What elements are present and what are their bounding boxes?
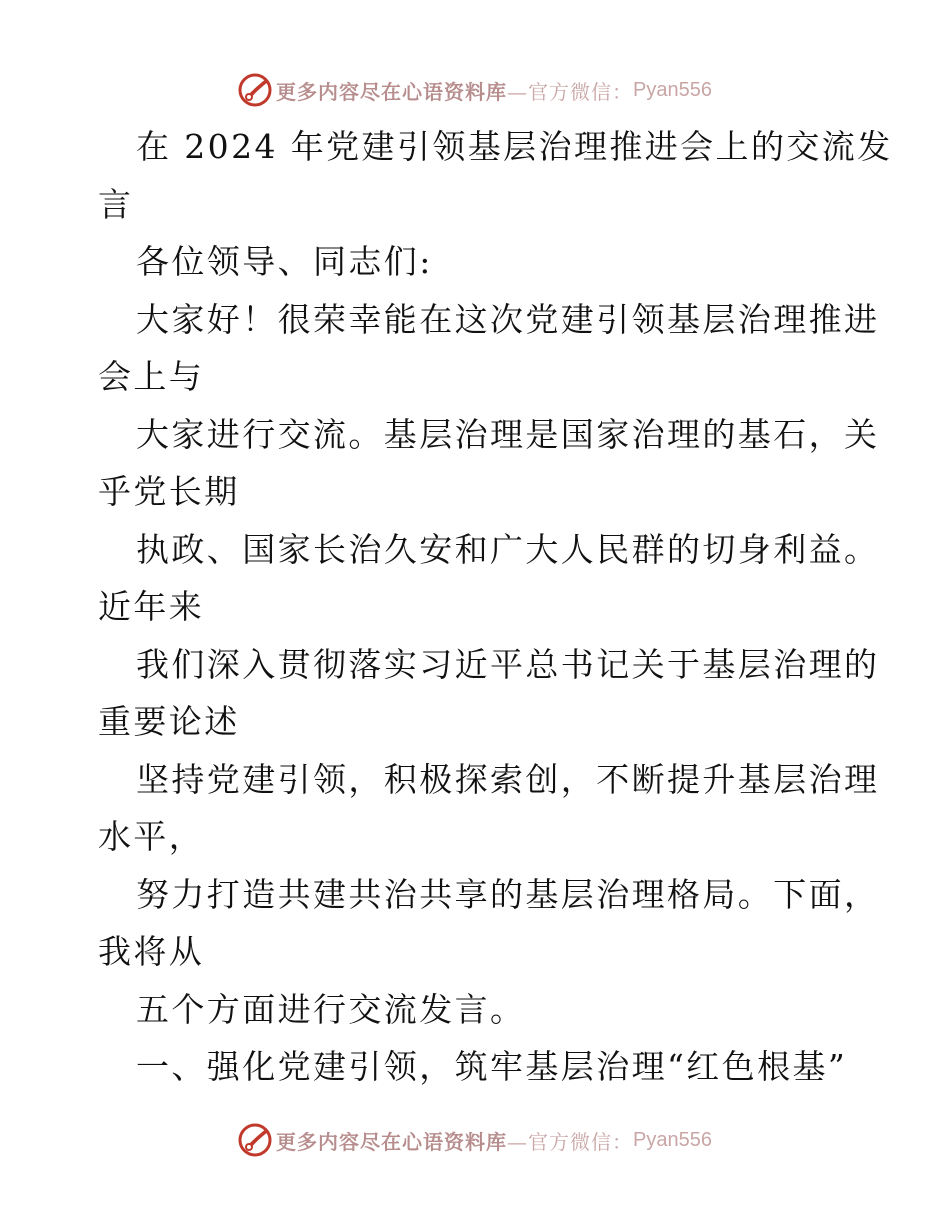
brush-logo-icon	[238, 1123, 272, 1157]
document-line: 在 2024 年党建引领基层治理推进会上的交流发	[136, 127, 893, 166]
document-line: 我们深入贯彻落实习近平总书记关于基层治理的	[136, 644, 880, 684]
document-line: 大家好！很荣幸能在这次党建引领基层治理推进	[136, 299, 880, 339]
document-line: 执政、国家长治久安和广大人民群的切身利益。	[136, 529, 880, 569]
brush-logo-icon	[238, 73, 272, 107]
document-line: 会上与	[98, 357, 205, 396]
document-line: 重要论述	[98, 702, 240, 741]
banner-site-text: 更多内容尽在心语资料库—官方微信：	[276, 1129, 634, 1154]
document-line: 五个方面进行交流发言。	[136, 989, 526, 1029]
document-line: 我将从	[98, 932, 205, 971]
footer-banner	[0, 1120, 950, 1160]
document-line: 大家进行交流。基层治理是国家治理的基石，关	[136, 414, 880, 454]
document-body	[98, 118, 893, 1096]
header-banner	[0, 70, 950, 110]
document-line: 言	[98, 184, 134, 224]
document-line: 乎党长期	[98, 472, 240, 511]
banner-handle: Pyan556	[633, 78, 712, 101]
document-line: 努力打造共建共治共享的基层治理格局。下面，	[136, 874, 880, 914]
banner-site-text: 更多内容尽在心语资料库—官方微信：	[276, 79, 634, 104]
document-line: 近年来	[98, 587, 205, 626]
document-line: 水平，	[98, 817, 205, 856]
document-line: 坚持党建引领，积极探索创，不断提升基层治理	[136, 759, 880, 799]
document-line: 各位领导、同志们:	[136, 242, 433, 281]
document-line: 一、强化党建引领，筑牢基层治理“红色根基”	[136, 1047, 848, 1086]
banner-handle: Pyan556	[633, 1128, 712, 1151]
